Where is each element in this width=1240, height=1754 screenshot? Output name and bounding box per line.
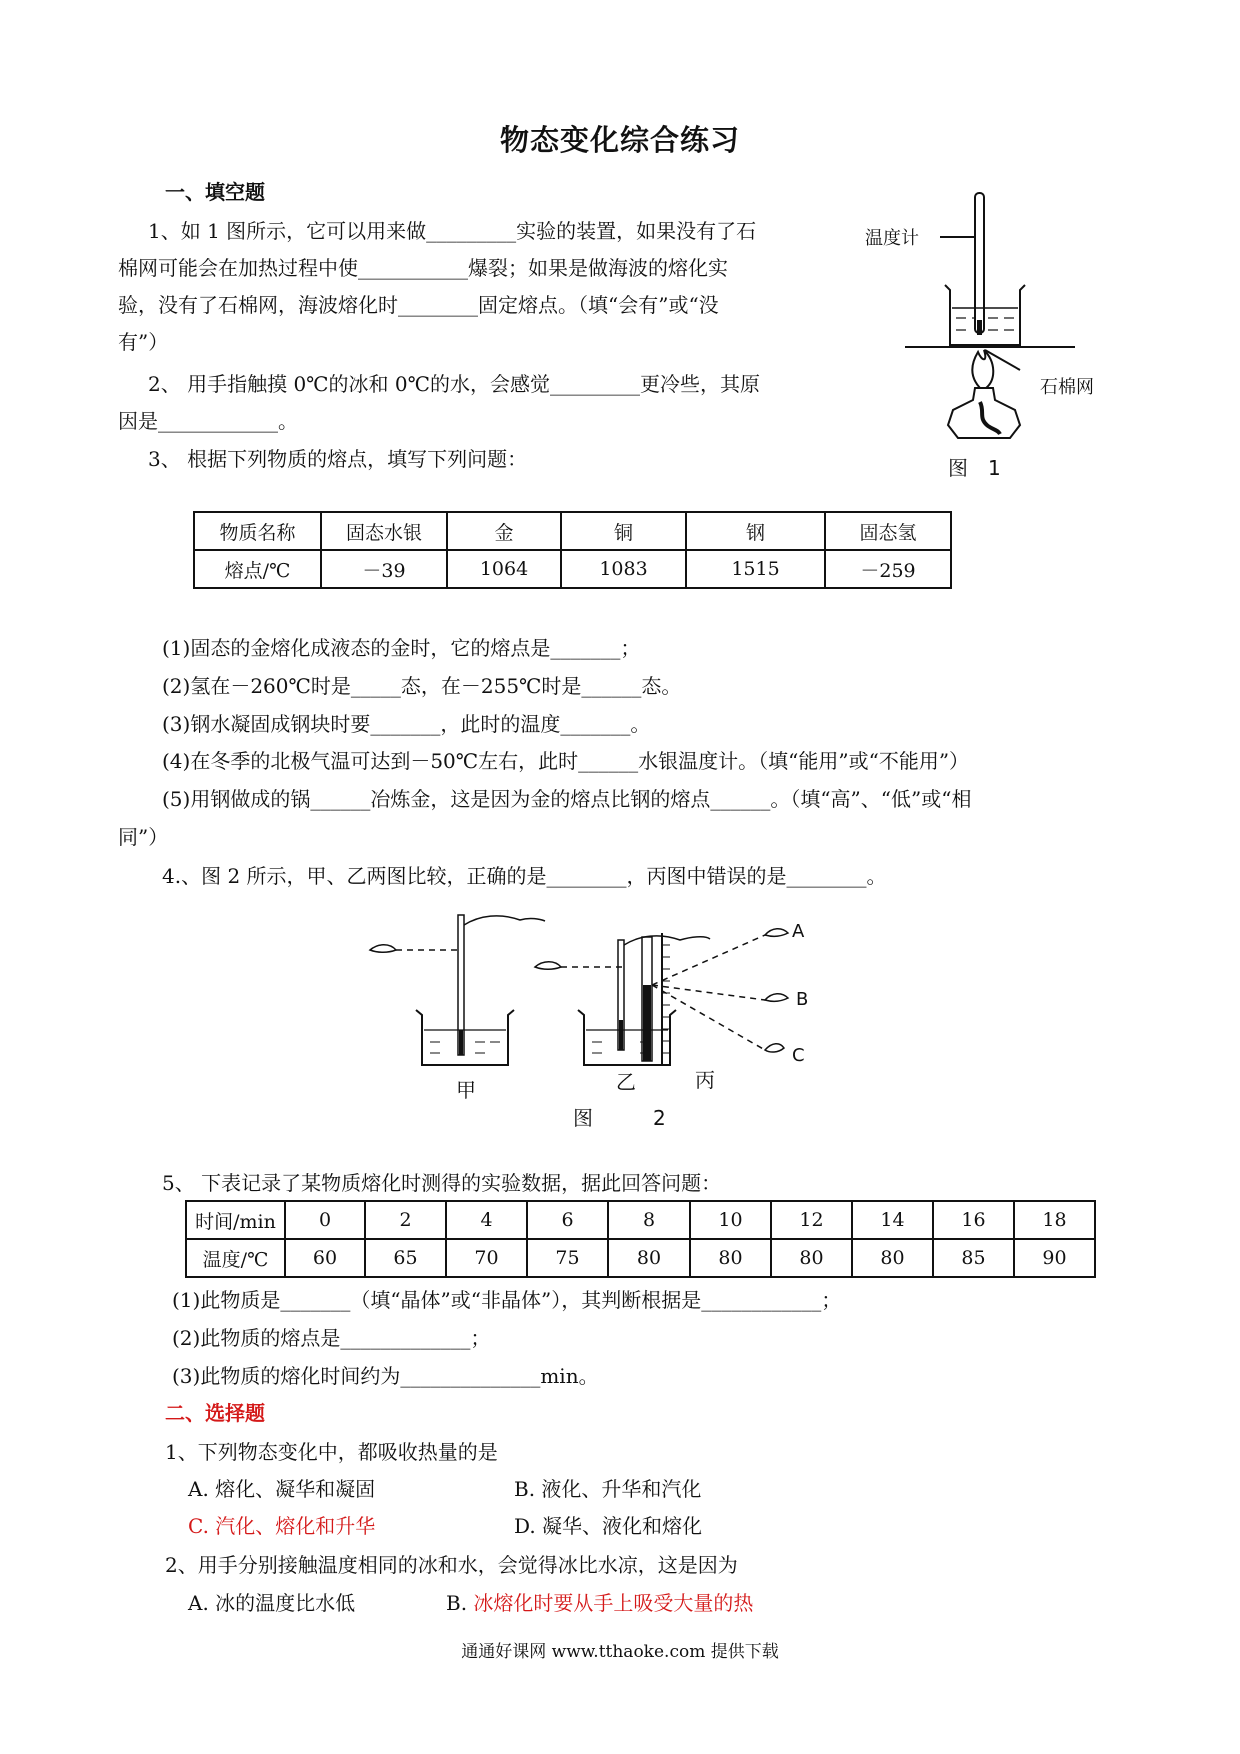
q3-sub3: (3)钢水凝固成钢块时要_______，此时的温度_______。 <box>162 712 651 736</box>
q1-line3: 验，没有了石棉网，海波熔化时________固定熔点。（填“会有”或“没 <box>118 293 719 317</box>
q3-sub2: (2)氢在－260℃时是_____态，在－255℃时是______态。 <box>162 674 682 698</box>
q5-sub2: (2)此物质的熔点是_____________； <box>172 1326 491 1350</box>
figure2-label-yi: 乙 <box>616 1070 636 1094</box>
q3-sub4: (4)在冬季的北极气温可达到－50℃左右，此时______水银温度计。（填“能用”或“不能用”） <box>162 749 970 773</box>
table-cell: 8 <box>608 1201 690 1239</box>
hand-icon <box>624 936 710 945</box>
eye-icon <box>370 945 396 953</box>
thermometer-icon <box>975 193 984 333</box>
table-cell: 12 <box>771 1201 852 1239</box>
table-cell: 14 <box>852 1201 933 1239</box>
table-cell: 2 <box>365 1201 446 1239</box>
table-cell: －259 <box>825 550 951 588</box>
q3-sub5-cont: 同”） <box>118 825 169 849</box>
figure1-apparatus <box>860 190 1120 490</box>
eye-icon <box>765 1044 784 1052</box>
table-row <box>194 512 951 550</box>
s2-q2-option-a: A. 冰的温度比水低 <box>188 1591 356 1615</box>
s2-q1-option-b: B. 液化、升华和汽化 <box>514 1477 702 1501</box>
table-cell: 80 <box>608 1239 690 1277</box>
table-cell: －39 <box>321 550 447 588</box>
s2-q1-option-c: C. 汽化、熔化和升华 <box>188 1514 376 1538</box>
s2-q1-option-d: D. 凝华、液化和熔化 <box>514 1514 703 1538</box>
s2-q1-stem: 1、下列物态变化中，都吸收热量的是 <box>165 1440 498 1464</box>
table-row-label: 熔点/℃ <box>194 550 321 588</box>
flame-icon <box>972 350 993 388</box>
table-cell: 钢 <box>686 512 825 550</box>
section2-heading: 二、选择题 <box>165 1401 265 1425</box>
q2-line2: 因是____________。 <box>118 409 298 433</box>
figure2-label-c: C <box>792 1045 805 1066</box>
hand-icon <box>464 916 545 925</box>
eye-icon <box>765 994 788 1002</box>
figure2-label-a: A <box>792 921 805 942</box>
s2-q2-stem: 2、用手分别接触温度相同的冰和水，会觉得冰比水凉，这是因为 <box>165 1553 738 1577</box>
table-cell: 1083 <box>561 550 686 588</box>
figure2-label-b: B <box>796 989 809 1010</box>
q1-line1: 1、如 1 图所示，它可以用来做_________实验的装置，如果没有了石 <box>148 219 757 243</box>
q1-line4: 有”） <box>118 330 169 354</box>
option-answer-text: 冰熔化时要从手上吸受大量的热 <box>473 1591 754 1615</box>
table-cell: 80 <box>852 1239 933 1277</box>
table-cell: 60 <box>285 1239 365 1277</box>
figure2-bing <box>642 921 808 1092</box>
table-row <box>194 550 951 588</box>
q2-line1: 2、 用手指触摸 0℃的冰和 0℃的水，会感觉_________更冷些，其原 <box>148 372 760 396</box>
table-cell: 6 <box>527 1201 608 1239</box>
s2-q1-option-a: A. 熔化、凝华和凝固 <box>188 1477 376 1501</box>
table-cell: 1064 <box>447 550 561 588</box>
table-cell: 固态水银 <box>321 512 447 550</box>
table-row <box>186 1239 1095 1277</box>
table-cell: 70 <box>446 1239 527 1277</box>
experiment-data-table <box>185 1200 1096 1278</box>
section1-heading: 一、填空题 <box>165 180 265 204</box>
figure1-label-gauze: 石棉网 <box>1040 377 1094 398</box>
q1-line2: 棉网可能会在加热过程中使___________爆裂；如果是做海波的熔化实 <box>118 256 728 280</box>
figure2-yi <box>535 936 710 1094</box>
page-title: 物态变化综合练习 <box>499 123 740 157</box>
figure1-caption: 图 1 <box>948 456 1001 480</box>
figure2-reading-methods <box>360 905 920 1135</box>
figure2-caption: 图 2 <box>573 1106 666 1130</box>
table-cell: 10 <box>690 1201 771 1239</box>
table-row <box>186 1201 1095 1239</box>
table-cell: 16 <box>933 1201 1014 1239</box>
q5-sub3: (3)此物质的熔化时间约为______________min。 <box>172 1364 599 1388</box>
table-cell: 80 <box>690 1239 771 1277</box>
eye-icon <box>535 962 561 970</box>
table-cell: 铜 <box>561 512 686 550</box>
page-footer: 通通好课网 www.tthaoke.com 提供下载 <box>461 1642 779 1662</box>
q3-sub5: (5)用钢做成的锅______冶炼金，这是因为金的熔点比钢的熔点______。（填“高”、“低”或“相 <box>162 787 972 811</box>
q4-text: 4.、图 2 所示，甲、乙两图比较，正确的是________，丙图中错误的是________。 <box>162 864 887 888</box>
eye-icon <box>765 929 788 937</box>
table-cell: 0 <box>285 1201 365 1239</box>
table-cell: 90 <box>1014 1239 1095 1277</box>
table-header-label: 物质名称 <box>194 512 321 550</box>
melting-point-table <box>193 511 952 589</box>
figure1-label-thermometer: 温度计 <box>865 228 919 249</box>
table-cell: 固态氢 <box>825 512 951 550</box>
q3-sub1: (1)固态的金熔化成液态的金时，它的熔点是_______； <box>162 636 641 660</box>
option-letter: B. <box>446 1591 474 1615</box>
figure2-jia <box>370 915 545 1102</box>
figure2-label-jia: 甲 <box>456 1078 476 1102</box>
table-cell: 18 <box>1014 1201 1095 1239</box>
figure2-label-bing: 丙 <box>695 1068 715 1092</box>
table-time-label: 时间/min <box>186 1201 285 1239</box>
q5-intro: 5、 下表记录了某物质熔化时测得的实验数据，据此回答问题： <box>162 1171 722 1195</box>
q3-intro: 3、 根据下列物质的熔点，填写下列问题： <box>148 447 528 471</box>
beaker-icon <box>416 1010 514 1065</box>
table-cell: 75 <box>527 1239 608 1277</box>
table-temp-label: 温度/℃ <box>186 1239 285 1277</box>
table-cell: 4 <box>446 1201 527 1239</box>
table-cell: 金 <box>447 512 561 550</box>
s2-q2-option-b <box>446 1591 753 1615</box>
table-cell: 80 <box>771 1239 852 1277</box>
q5-sub1: (1)此物质是_______（填“晶体”或“非晶体”），其判断根据是____________； <box>172 1288 842 1312</box>
table-cell: 65 <box>365 1239 446 1277</box>
table-cell: 85 <box>933 1239 1014 1277</box>
table-cell: 1515 <box>686 550 825 588</box>
